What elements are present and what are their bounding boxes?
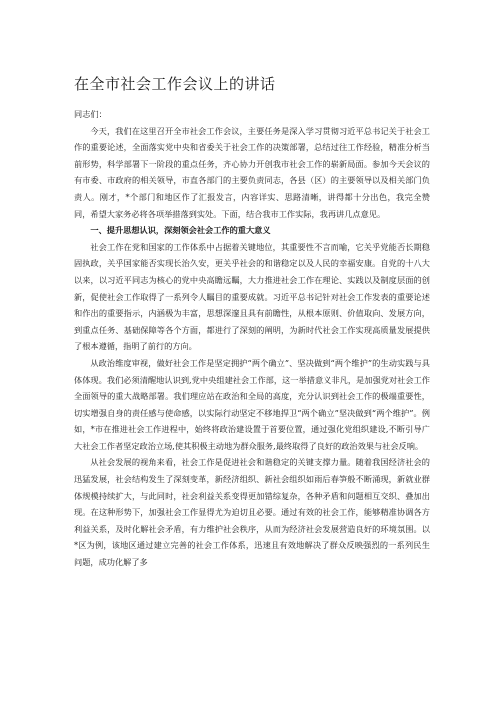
section-heading: 一、提升思想认识，深刻领会社会工作的重大意义 xyxy=(90,225,271,236)
greeting: 同志们： xyxy=(74,109,107,119)
document-body xyxy=(74,106,430,571)
body-paragraph-1: 社会工作在党和国家的工作体系中占据着关键地位，其重要性不言而喻，它关乎党能否长期稳固执政，关乎国家能否实现长治久安，更关乎社会的和谐稳定以及人民的幸福安康。自党的十八大以来，以习近平同志为核心的党中央高瞻远瞩，大力推进社会工作在理论、实践以及制度层面的创新，促使社会工作取得了一系列令人瞩目的重要成就。习近平总书记针对社会工作发表的重要论述和作出的重要指示，内涵极为丰富，思想深邃且具有前瞻性，从根本原则、价值取向、发展方向，到重点任务、基础保障等各个方面，都进行了深刻的阐明，为新时代社会工作实现高质量发展提供了根本遵循，指明了前行的方向。 xyxy=(74,241,430,352)
intro-paragraph: 今天，我们在这里召开全市社会工作会议，主要任务是深入学习贯彻习近平总书记关于社会工作的重要论述，全面落实党中央和省委关于社会工作的决策部署，总结过往工作经验，精准分析当前形势，科学部署下一阶段的重点任务，齐心协力开创我市社会工作的崭新局面。参加今天会议的有市委、市政府的相关领导，市直各部门的主要负责同志，各县（区）的主要领导以及相关部门负责人。刚才，*个部门和地区作了汇报发言，内容详实、思路清晰，讲得都十分出色，我完全赞同，希望大家务必将各项举措落到实处。下面，结合我市工作实际，我再讲几点意见。 xyxy=(74,125,430,219)
body-paragraph-3: 从社会发展的视角来看，社会工作是促进社会和谐稳定的关键支撑力量。随着我国经济社会的迅猛发展，社会结构发生了深刻变革，新经济组织、新社会组织如雨后春笋般不断涌现，新就业群体规模持续扩大，与此同时，社会利益关系变得更加错综复杂，各种矛盾和问题相互交织、叠加出现。在这种形势下，加强社会工作显得尤为迫切且必要。通过有效的社会工作，能够精准协调各方利益关系，及时化解社会矛盾，有力维护社会秩序，从而为经济社会发展营造良好的环境氛围。以*区为例，该地区通过建立完善的社会工作体系，迅速且有效地解决了群众反映强烈的一系列民生问题，成功化解了多 xyxy=(74,457,430,568)
body-paragraph-2: 从政治维度审视，做好社会工作是坚定拥护“两个确立”、坚决做到“两个维护”的生动实践与具体体现。我们必须清醒地认识到,党中央组建社会工作部，这一举措意义非凡，是加强党对社会工作全面领导的重大战略部署。我们理应站在政治和全局的高度，充分认识到社会工作的极端重要性，切实增强自身的责任感与使命感，以实际行动坚定不移地捍卫“两个确立”坚决做到“两个维护”。例如，*市在推进社会工作进程中，始终将政治建设置于首要位置，通过强化党组织建设,不断引导广大社会工作者坚定政治立场,使其积极主动地为群众服务,最终取得了良好的政治效果与社会反响。 xyxy=(74,357,430,451)
document-title: 在全市社会工作会议上的讲话 xyxy=(74,75,276,93)
